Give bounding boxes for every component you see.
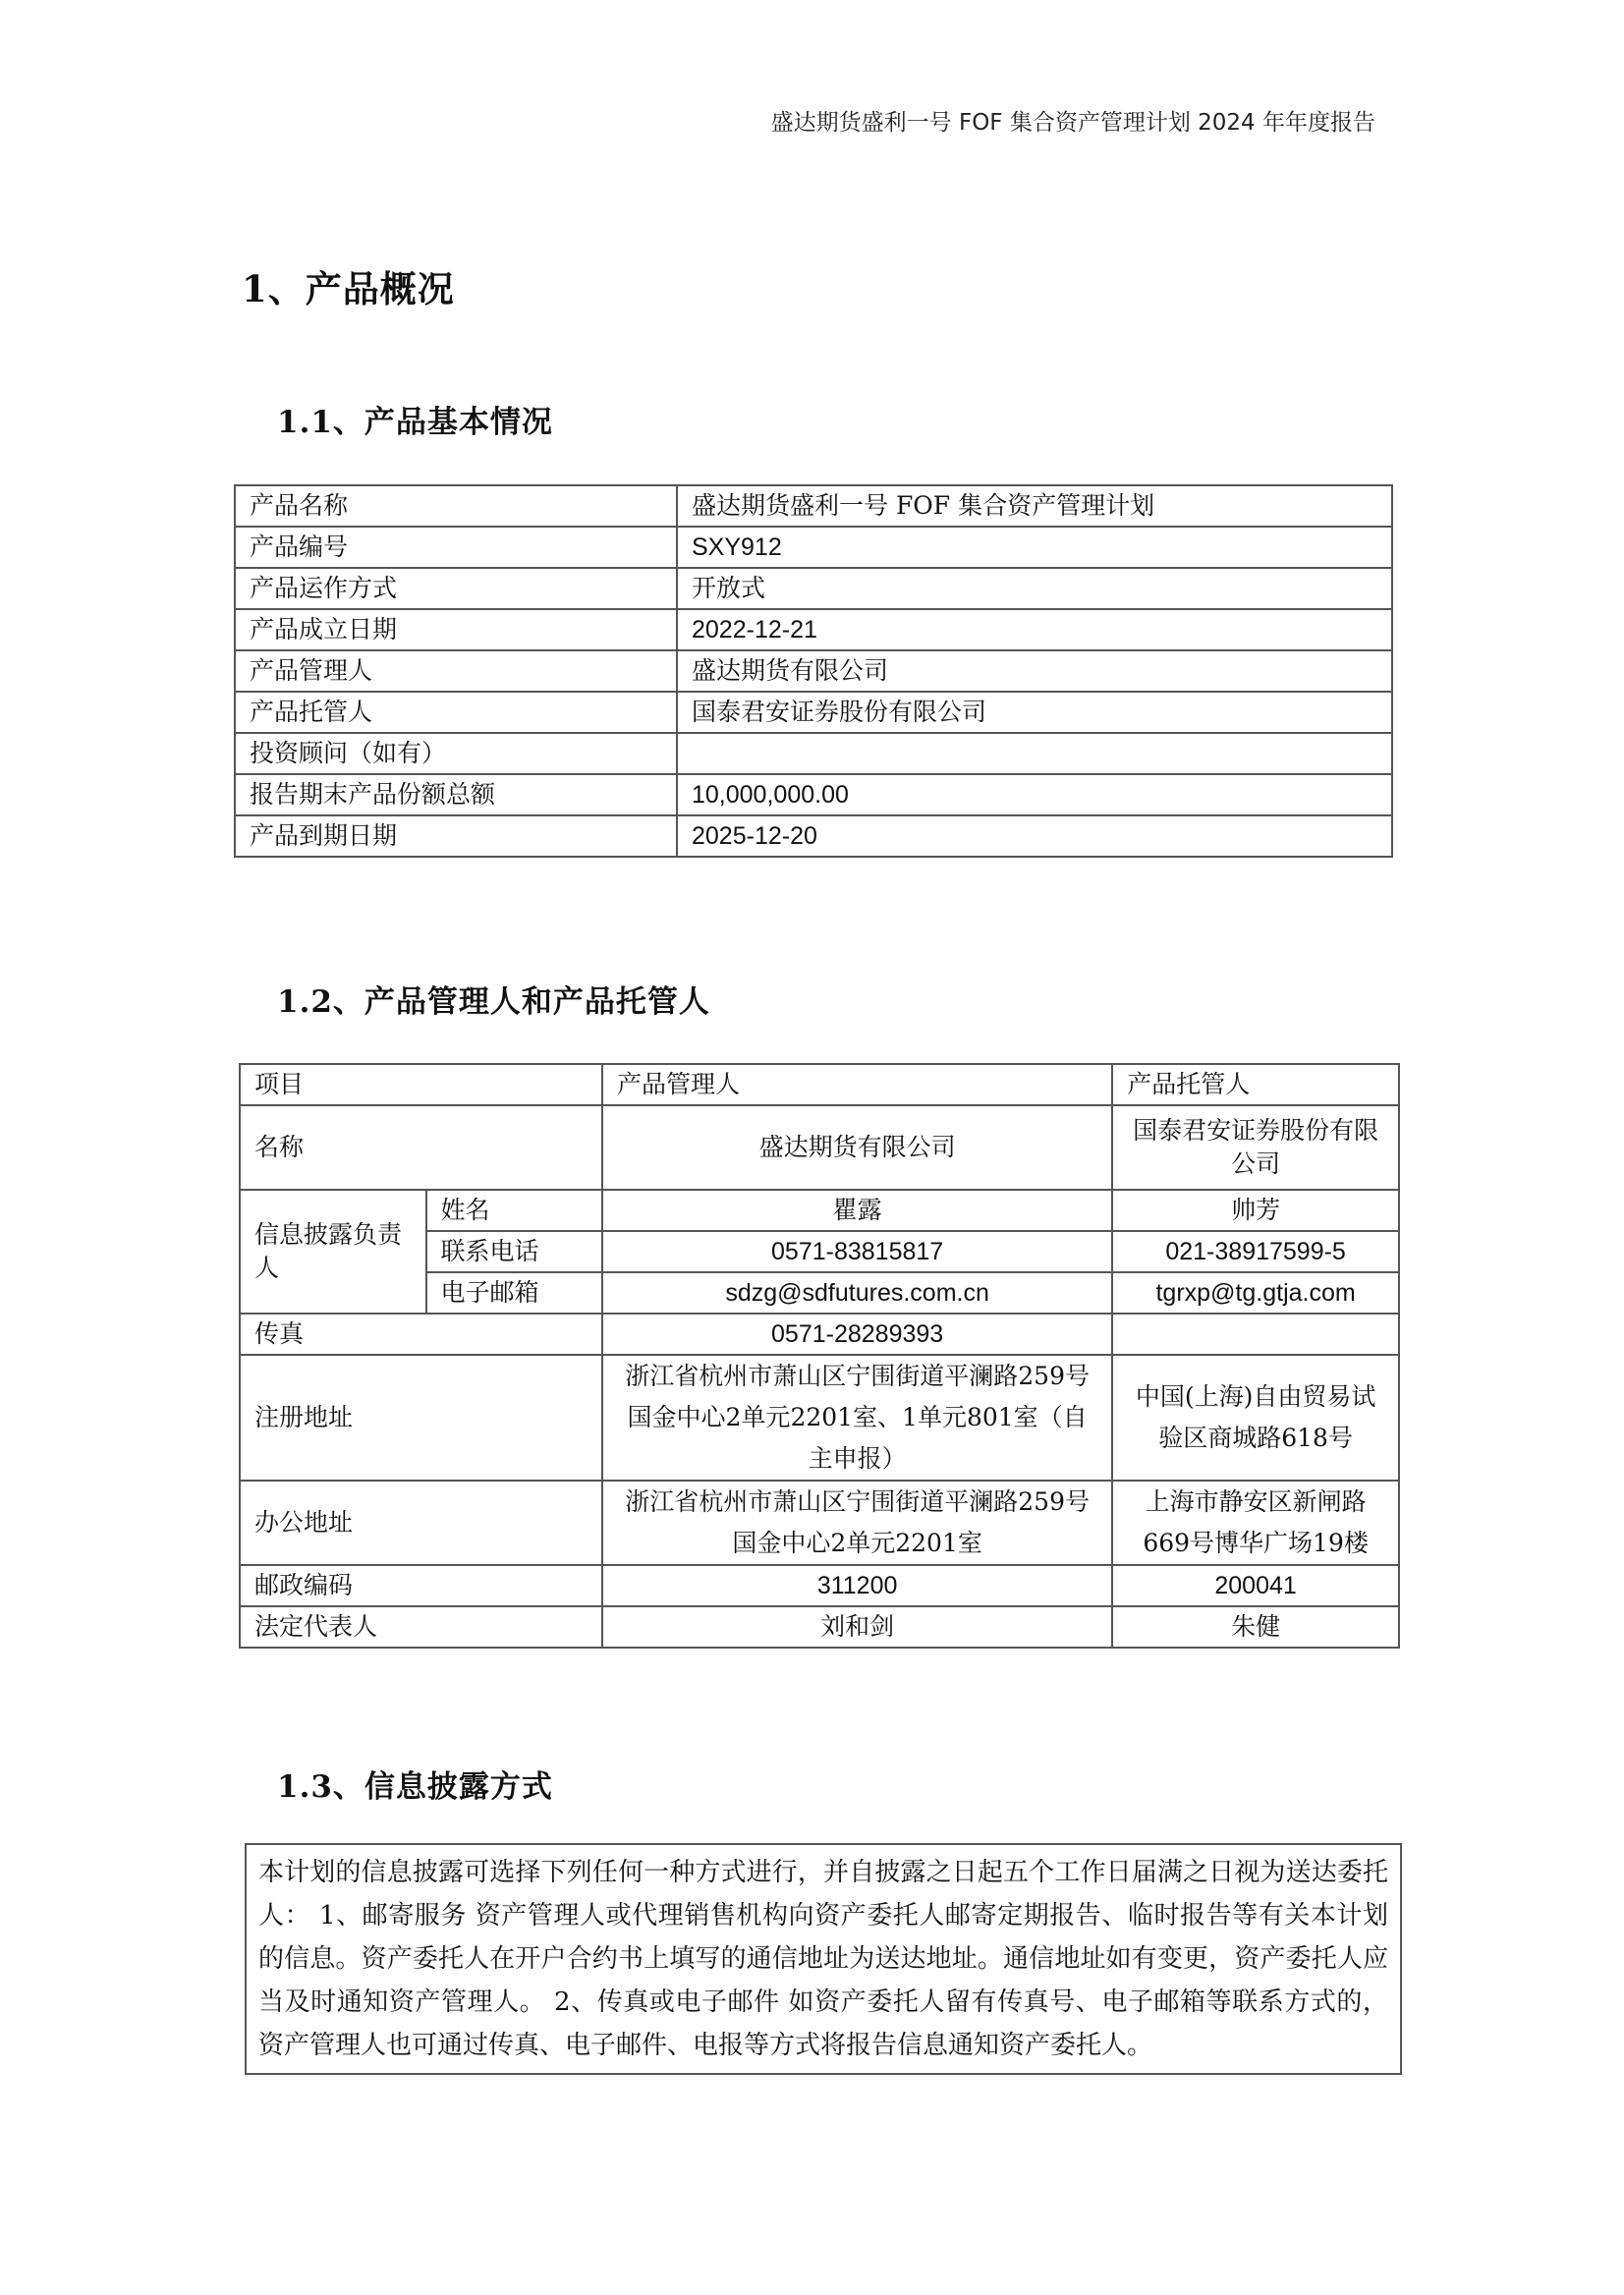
table-row <box>235 650 1392 692</box>
fax-custodian <box>1112 1314 1399 1355</box>
table-row <box>240 1105 1399 1190</box>
row-label: 报告期末产品份额总额 <box>235 774 677 815</box>
table-row <box>235 692 1392 733</box>
table-row <box>235 774 1392 815</box>
fax-label: 传真 <box>240 1314 602 1355</box>
legal-rep-manager: 刘和剑 <box>602 1606 1112 1648</box>
table-row <box>240 1190 1399 1231</box>
row-value: 10,000,000.00 <box>677 774 1392 815</box>
table-row <box>235 815 1392 857</box>
email-label: 电子邮箱 <box>426 1272 603 1314</box>
postcode-label: 邮政编码 <box>240 1565 602 1606</box>
phone-custodian: 021-38917599-5 <box>1112 1231 1399 1272</box>
table-row <box>235 609 1392 650</box>
row-label: 产品运作方式 <box>235 568 677 609</box>
name-manager: 盛达期货有限公司 <box>602 1105 1112 1190</box>
disclosure-method-text: 本计划的信息披露可选择下列任何一种方式进行，并自披露之日起五个工作日届满之日视为送达委托人： 1、邮寄服务 资产管理人或代理销售机构向资产委托人邮寄定期报告、临时报告等有关本计划的信息。资产委托人在开户合约书上填写的通信地址为送达地址。通信地址如有变更，资产委托人应当及时通知资产管理人。 2、传真或电子邮件 如资产委托人留有传真号、电子邮箱等联系方式的，资产管理人也可通过传真、电子邮件、电报等方式将报告信息通知资产委托人。 <box>245 1843 1402 2075</box>
contact-name-label: 姓名 <box>426 1190 603 1231</box>
product-basic-info-table <box>234 484 1393 858</box>
row-value: SXY912 <box>677 527 1392 568</box>
header-custodian: 产品托管人 <box>1112 1064 1399 1105</box>
row-label: 产品编号 <box>235 527 677 568</box>
row-value: 国泰君安证券股份有限公司 <box>677 692 1392 733</box>
table-row <box>240 1481 1399 1565</box>
reg-address-custodian: 中国(上海)自由贸易试验区商城路618号 <box>1112 1355 1399 1481</box>
table-row <box>240 1606 1399 1648</box>
row-label: 产品到期日期 <box>235 815 677 857</box>
office-address-manager: 浙江省杭州市萧山区宁围街道平澜路259号国金中心2单元2201室 <box>602 1481 1112 1565</box>
table-row <box>240 1355 1399 1481</box>
row-value: 开放式 <box>677 568 1392 609</box>
row-label: 产品托管人 <box>235 692 677 733</box>
reg-address-label: 注册地址 <box>240 1355 602 1481</box>
postcode-manager: 311200 <box>602 1565 1112 1606</box>
table-row <box>235 568 1392 609</box>
header-item: 项目 <box>240 1064 602 1105</box>
contact-name-custodian: 帅芳 <box>1112 1190 1399 1231</box>
section-1-1-heading: 1.1、产品基本情况 <box>277 405 553 440</box>
table-row <box>235 485 1392 527</box>
phone-label: 联系电话 <box>426 1231 603 1272</box>
row-label: 产品成立日期 <box>235 609 677 650</box>
table-row <box>240 1565 1399 1606</box>
disclosure-label: 信息披露负责人 <box>240 1190 426 1314</box>
fax-manager: 0571-28289393 <box>602 1314 1112 1355</box>
row-value: 2025-12-20 <box>677 815 1392 857</box>
contact-name-manager: 瞿露 <box>602 1190 1112 1231</box>
table-row <box>240 1064 1399 1105</box>
name-label: 名称 <box>240 1105 602 1190</box>
name-custodian: 国泰君安证券股份有限公司 <box>1112 1105 1399 1190</box>
table-row <box>235 733 1392 774</box>
header-manager: 产品管理人 <box>602 1064 1112 1105</box>
email-manager: sdzg@sdfutures.com.cn <box>602 1272 1112 1314</box>
office-address-custodian: 上海市静安区新闸路669号博华广场19楼 <box>1112 1481 1399 1565</box>
row-value: 盛达期货有限公司 <box>677 650 1392 692</box>
row-label: 产品管理人 <box>235 650 677 692</box>
section-1-2-heading: 1.2、产品管理人和产品托管人 <box>277 984 710 1020</box>
email-custodian: tgrxp@tg.gtja.com <box>1112 1272 1399 1314</box>
row-value <box>677 733 1392 774</box>
row-label: 产品名称 <box>235 485 677 527</box>
row-value: 盛达期货盛利一号 FOF 集合资产管理计划 <box>677 485 1392 527</box>
row-value: 2022-12-21 <box>677 609 1392 650</box>
section-1-heading: 1、产品概况 <box>242 267 455 310</box>
legal-rep-custodian: 朱健 <box>1112 1606 1399 1648</box>
postcode-custodian: 200041 <box>1112 1565 1399 1606</box>
office-address-label: 办公地址 <box>240 1481 602 1565</box>
manager-custodian-table <box>239 1063 1400 1649</box>
reg-address-manager: 浙江省杭州市萧山区宁围街道平澜路259号国金中心2单元2201室、1单元801室（自主申报） <box>602 1355 1112 1481</box>
page-header: 盛达期货盛利一号 FOF 集合资产管理计划 2024 年年度报告 <box>770 110 1375 136</box>
table-row <box>240 1314 1399 1355</box>
table-row <box>235 527 1392 568</box>
legal-rep-label: 法定代表人 <box>240 1606 602 1648</box>
phone-manager: 0571-83815817 <box>602 1231 1112 1272</box>
section-1-3-heading: 1.3、信息披露方式 <box>277 1769 553 1805</box>
row-label: 投资顾问（如有） <box>235 733 677 774</box>
